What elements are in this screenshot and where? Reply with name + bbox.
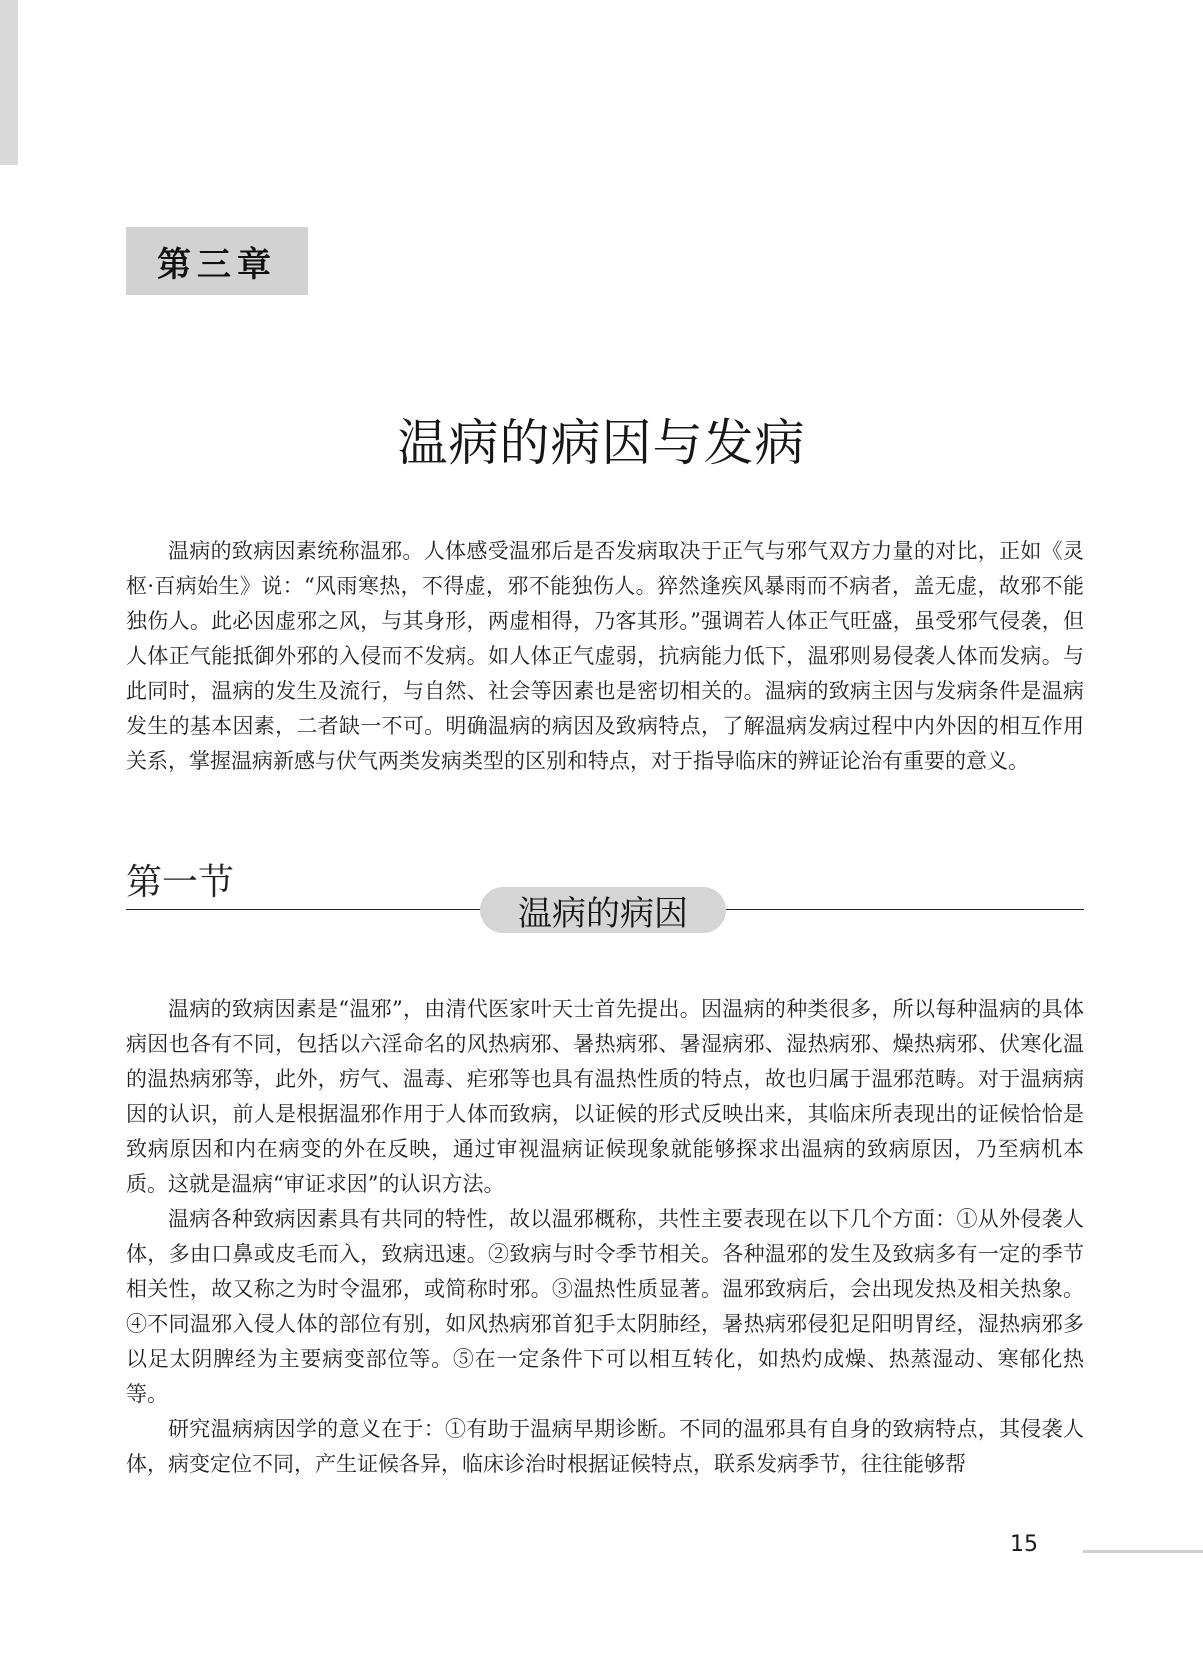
chapter-label: 第三章 bbox=[157, 244, 277, 285]
section-title: 温病的病因 bbox=[518, 893, 688, 934]
body-paragraph: 温病的致病因素是“温邪”，由清代医家叶天士首先提出。因温病的种类很多，所以每种温病的具体病因也各有不同，包括以六淫命名的风热病邪、暑热病邪、暑湿病邪、湿热病邪、燥热病邪、伏寒化温的温热病邪等，此外，疠气、温毒、疟邪等也具有温热性质的特点，故也归属于温邪范畴。对于温病病因的认识，前人是根据温邪作用于人体而致病，以证候的形式反映出来，其临床所表现出的证候恰恰是致病原因和内在病变的外在反映，通过审视温病证候现象就能够探求出温病的致病原因，乃至病机本质。这就是温病“审证求因”的认识方法。 bbox=[126, 997, 1084, 1196]
body-paragraph: 研究温病病因学的意义在于：①有助于温病早期诊断。不同的温邪具有自身的致病特点，其侵袭人体，病变定位不同，产生证候各异，临床诊治时根据证候特点，联系发病季节，往往能够帮 bbox=[126, 1417, 1084, 1476]
intro-text bbox=[126, 534, 1084, 779]
section-body bbox=[126, 992, 1084, 1482]
section-title-pill bbox=[480, 887, 726, 933]
section-rule-left bbox=[126, 909, 486, 910]
chapter-title: 温病的病因与发病 bbox=[397, 414, 806, 472]
page-number: 15 bbox=[1010, 1532, 1038, 1557]
footer-rule bbox=[1083, 1550, 1203, 1553]
body-paragraph: 温病各种致病因素具有共同的特性，故以温邪概称，共性主要表现在以下几个方面：①从外侵袭人体，多由口鼻或皮毛而入，致病迅速。②致病与时令季节相关。各种温邪的发生及致病多有一定的季节相关性，故又称之为时令温邪，或简称时邪。③温热性质显著。温邪致病后，会出现发热及相关热象。④不同温邪入侵人体的部位有别，如风热病邪首犯手太阴肺经，暑热病邪侵犯足阳明胃经，湿热病邪多以足太阴脾经为主要病变部位等。⑤在一定条件下可以相互转化，如热灼成燥、热蒸湿动、寒郁化热等。 bbox=[126, 1207, 1084, 1406]
section-rule-right bbox=[724, 909, 1084, 910]
chapter-label-box bbox=[126, 227, 308, 295]
intro-paragraph: 温病的致病因素统称温邪。人体感受温邪后是否发病取决于正气与邪气双方力量的对比，正如《灵枢·百病始生》说：“风雨寒热，不得虚，邪不能独伤人。猝然逢疾风暴雨而不病者，盖无虚，故邪不能独伤人。此必因虚邪之风，与其身形，两虚相得，乃客其形。”强调若人体正气旺盛，虽受邪气侵袭，但人体正气能抵御外邪的入侵而不发病。如人体正气虚弱，抗病能力低下，温邪则易侵袭人体而发病。与此同时，温病的发生及流行，与自然、社会等因素也是密切相关的。温病的致病主因与发病条件是温病发生的基本因素，二者缺一不可。明确温病的病因及致病特点，了解温病发病过程中内外因的相互作用关系，掌握温病新感与伏气两类发病类型的区别和特点，对于指导临床的辨证论治有重要的意义。 bbox=[126, 539, 1084, 773]
section-number: 第一节 bbox=[126, 862, 235, 903]
scan-edge-shade bbox=[0, 0, 18, 165]
